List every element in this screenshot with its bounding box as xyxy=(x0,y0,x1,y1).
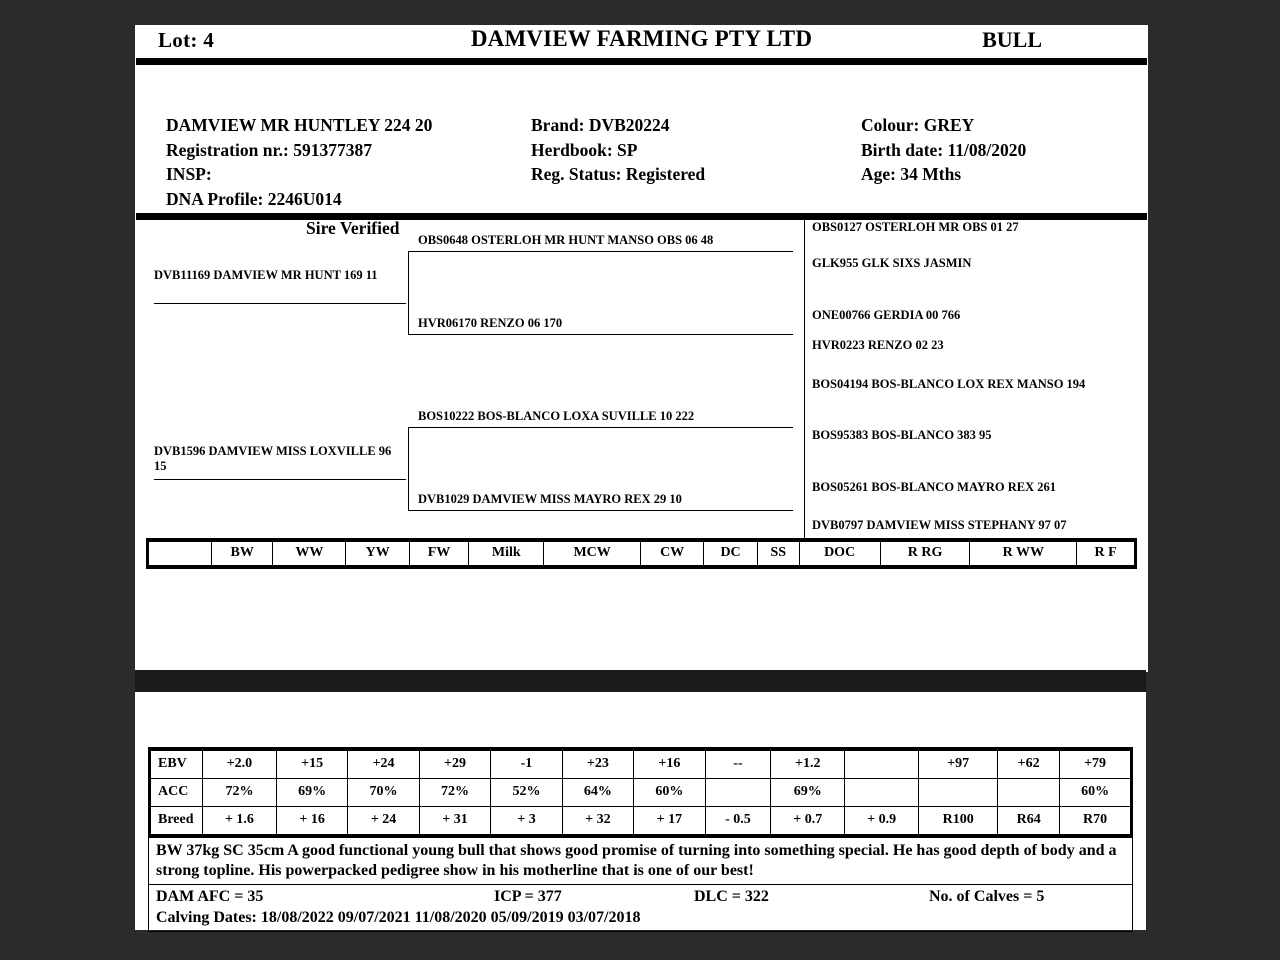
ebv-cell-bw: +2.0 xyxy=(203,751,277,779)
acc-cell-cw: 60% xyxy=(634,779,705,807)
dam-calves: No. of Calves = 5 xyxy=(929,888,1045,906)
age: Age: 34 Mths xyxy=(861,164,962,184)
lot-number: Lot: 4 xyxy=(158,28,215,52)
trait-header-doc: DOC xyxy=(799,542,880,566)
pedigree-line xyxy=(154,303,406,304)
pedigree-line xyxy=(154,479,406,480)
ebv-cell-dc: -- xyxy=(705,751,771,779)
trait-header-dc: DC xyxy=(704,542,758,566)
dam-calving-dates: Calving Dates: 18/08/2022 09/07/2021 11/08/2020 05/09/2019 03/07/2018 xyxy=(156,909,641,927)
breed-cell-doc: + 0.9 xyxy=(845,807,919,835)
breed-cell-ss: + 0.7 xyxy=(771,807,845,835)
acc-cell-bw: 72% xyxy=(203,779,277,807)
farm-title: DAMVIEW FARMING PTY LTD xyxy=(470,26,813,51)
dna-profile: DNA Profile: 2246U014 xyxy=(166,188,342,209)
ebv-cell-rf: +79 xyxy=(1060,751,1130,779)
acc-cell-dc xyxy=(705,779,771,807)
acc-cell-rf: 60% xyxy=(1060,779,1130,807)
acc-cell-yw: 70% xyxy=(348,779,419,807)
dam-dlc: DLC = 322 xyxy=(694,888,769,906)
ebv-cell-yw: +24 xyxy=(348,751,419,779)
pedigree-node-g3-6: BOS95383 BOS-BLANCO 383 95 xyxy=(812,428,992,442)
trait-header-rww: R WW xyxy=(970,542,1077,566)
ebv-cell-doc xyxy=(845,751,919,779)
trait-header-rrg: R RG xyxy=(880,542,970,566)
trait-header-yw: YW xyxy=(346,542,409,566)
sire-verified-label: Sire Verified xyxy=(306,218,400,238)
registration-status: Reg. Status: Registered xyxy=(531,164,706,184)
trait-header-rf: R F xyxy=(1077,542,1134,566)
pedigree-node-g3-3: ONE00766 GERDIA 00 766 xyxy=(812,308,961,322)
acc-cell-doc xyxy=(845,779,919,807)
catalogue-bottom-panel xyxy=(135,692,1146,930)
ebv-cell-ss: +1.2 xyxy=(771,751,845,779)
trait-header-ss: SS xyxy=(757,542,799,566)
table-row xyxy=(151,807,1130,835)
registration-number: Registration nr.: 591377387 xyxy=(166,139,372,160)
acc-cell-milk: 52% xyxy=(491,779,562,807)
breed-cell-fw: + 31 xyxy=(419,807,490,835)
trait-header-mcw: MCW xyxy=(544,542,641,566)
pedigree-node-g3-8: DVB0797 DAMVIEW MISS STEPHANY 97 07 xyxy=(812,518,1067,532)
pedigree-line xyxy=(408,427,409,511)
trait-header-blank xyxy=(149,542,212,566)
top-panel-whitespace xyxy=(136,569,1147,669)
insp: INSP: xyxy=(166,164,212,184)
ebv-cell-fw: +29 xyxy=(419,751,490,779)
ebv-cell-ww: +15 xyxy=(276,751,347,779)
animal-info-column-2 xyxy=(531,115,705,189)
trait-header-bw: BW xyxy=(212,542,273,566)
acc-cell-ww: 69% xyxy=(276,779,347,807)
ebv-cell-rww: +62 xyxy=(998,751,1060,779)
acc-row-label: ACC xyxy=(151,779,203,807)
brand: Brand: DVB20224 xyxy=(531,115,670,135)
pedigree-node-sire-dam: HVR06170 RENZO 06 170 xyxy=(418,316,563,330)
pedigree-line xyxy=(408,251,793,252)
breed-cell-rww: R64 xyxy=(998,807,1060,835)
breed-cell-dc: - 0.5 xyxy=(705,807,771,835)
acc-cell-mcw: 64% xyxy=(562,779,633,807)
pedigree-node-dam-sire: BOS10222 BOS-BLANCO LOXA SUVILLE 10 222 xyxy=(418,409,695,423)
breed-cell-ww: + 16 xyxy=(276,807,347,835)
ebv-cell-mcw: +23 xyxy=(562,751,633,779)
pedigree-node-g3-4: HVR0223 RENZO 02 23 xyxy=(812,338,944,352)
herdbook: Herdbook: SP xyxy=(531,139,638,160)
pedigree-node-g3-7: BOS05261 BOS-BLANCO MAYRO REX 261 xyxy=(812,480,1057,494)
panel-gap xyxy=(135,670,1146,692)
sex-label: BULL xyxy=(982,27,1042,52)
acc-cell-ss: 69% xyxy=(771,779,845,807)
animal-info-column-1 xyxy=(166,115,432,213)
divider-pedigree xyxy=(136,213,1147,220)
pedigree-node-g3-1: OBS0127 OSTERLOH MR OBS 01 27 xyxy=(812,220,1019,234)
breed-cell-mcw: + 32 xyxy=(562,807,633,835)
ebv-table xyxy=(148,747,1133,838)
header-row xyxy=(136,26,1147,58)
dam-icp: ICP = 377 xyxy=(494,888,562,906)
acc-cell-rrg xyxy=(919,779,998,807)
pedigree-node-dam: DVB1596 DAMVIEW MISS LOXVILLE 96 15 xyxy=(154,444,392,473)
pedigree-line xyxy=(804,220,805,538)
breed-cell-bw: + 1.6 xyxy=(203,807,277,835)
dam-statistics xyxy=(148,885,1133,932)
dam-afc: DAM AFC = 35 xyxy=(156,888,264,906)
pedigree-line xyxy=(408,251,409,335)
breed-row-label: Breed xyxy=(151,807,203,835)
ebv-cell-rrg: +97 xyxy=(919,751,998,779)
breed-cell-rrg: R100 xyxy=(919,807,998,835)
trait-header-fw: FW xyxy=(409,542,468,566)
trait-header-ww: WW xyxy=(273,542,346,566)
ebv-row-label: EBV xyxy=(151,751,203,779)
trait-header-row xyxy=(149,542,1134,566)
table-row xyxy=(151,751,1130,779)
bottom-panel-whitespace xyxy=(135,692,1146,747)
breed-cell-cw: + 17 xyxy=(634,807,705,835)
breed-cell-yw: + 24 xyxy=(348,807,419,835)
pedigree-node-dam-dam: DVB1029 DAMVIEW MISS MAYRO REX 29 10 xyxy=(418,492,682,506)
pedigree-line xyxy=(408,334,793,335)
acc-cell-rww xyxy=(998,779,1060,807)
pedigree-line xyxy=(408,427,793,428)
divider-top xyxy=(136,58,1147,65)
birth-date: Birth date: 11/08/2020 xyxy=(861,139,1027,160)
pedigree-node-g3-2: GLK955 GLK SIXS JASMIN xyxy=(812,256,972,270)
comment-text: BW 37kg SC 35cm A good functional young bull that shows good promise of turning into something special. He has good depth of body and a strong topline. His powerpacked pedigree show in his motherline that is one of our best! xyxy=(148,838,1133,885)
ebv-cell-cw: +16 xyxy=(634,751,705,779)
acc-cell-fw: 72% xyxy=(419,779,490,807)
colour: Colour: GREY xyxy=(861,115,975,135)
pedigree-node-sire: DVB11169 DAMVIEW MR HUNT 169 11 xyxy=(154,268,378,282)
breed-cell-milk: + 3 xyxy=(491,807,562,835)
breed-cell-rf: R70 xyxy=(1060,807,1130,835)
pedigree-node-g3-5: BOS04194 BOS-BLANCO LOX REX MANSO 194 xyxy=(812,377,1086,391)
animal-name: DAMVIEW MR HUNTLEY 224 20 xyxy=(166,115,433,135)
pedigree-node-sire-sire: OBS0648 OSTERLOH MR HUNT MANSO OBS 06 48 xyxy=(418,233,714,247)
trait-header-milk: Milk xyxy=(469,542,544,566)
table-row xyxy=(151,779,1130,807)
pedigree-chart xyxy=(136,220,1147,538)
catalogue-top-panel xyxy=(135,25,1148,672)
animal-info-column-3 xyxy=(861,115,1026,189)
ebv-cell-milk: -1 xyxy=(491,751,562,779)
trait-header-table xyxy=(146,538,1137,569)
trait-header-cw: CW xyxy=(640,542,703,566)
pedigree-line xyxy=(408,510,793,511)
